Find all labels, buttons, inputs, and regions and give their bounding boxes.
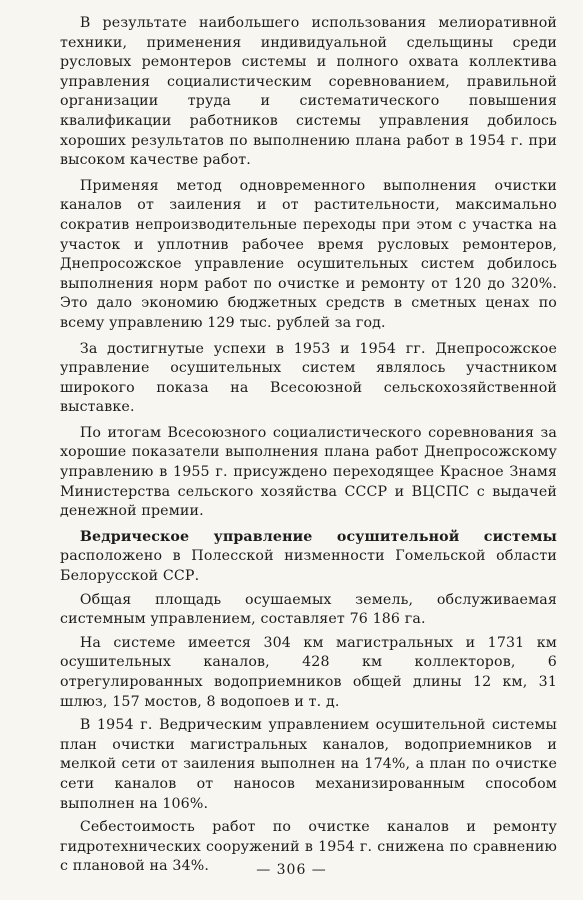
paragraph-9: Себестоимость работ по очистке каналов и ремонту гидротехнических сооружений в 1954 г. снижена по сравнению с плановой на 34%. [60,819,557,875]
paragraph-3: За достигнутые успехи в 1953 и 1954 гг. Днепросожское управление осушительных систем являлось участником широкого показа на Всесоюзной сельскохозяйственной выставке. [60,340,557,416]
paragraph-1: В результате наибольшего использования мелиоративной техники, применения индивидуальной сдельщины среди русловых ремонтеров системы и полного охвата коллектива управления социалистическим соревнованием, правильной организации труда и систематического повышения квалификации работников системы управления добилось хороших результатов по выполнению плана работ в 1954 г. при высоком качестве работ. [60,15,557,169]
paragraph-5: Ведрическое управление осушительной системы расположено в Полесской низменности Гомельской области Белорусской ССР. [60,528,557,585]
page-number: — 306 — [256,862,327,878]
paragraph-6: Общая площадь осушаемых земель, обслуживаемая системным управлением, составляет 76 186 га. [60,591,557,628]
paragraph-2: Применяя метод одновременного выполнения очистки каналов от заиления и от растительности, максимально сократив непроизводительные переходы при этом с участка на участок и уплотнив рабочее время русловых ремонтеров, Днепросожское управление осушительных систем добилось выполнения норм работ по очистке и ремонту от 120 до 320%. Это дало экономию бюджетных средств в сметных ценах по всему управлению 129 тыс. рублей за год. [60,177,557,331]
paragraph-7: На системе имеется 304 км магистральных и 1731 км осушительных каналов, 428 км коллекторов, 6 отрегулированных водоприемников общей длины 12 км, 31 шлюз, 157 мостов, 8 водопоев и т. д. [60,634,557,710]
paragraph-4: По итогам Всесоюзного социалистического соревнования за хорошие показатели выполнения плана работ Днепросожскому управлению в 1955 г. присуждено переходящее Красное Знамя Министерства сельского хозяйства СССР и ВЦСПС с выдачей денежной премии. [60,424,557,520]
section-heading: Ведрическое управление осушительной системы [79,528,557,545]
paragraph-8: В 1954 г. Ведрическим управлением осушительной системы план очистки магистральных каналов, водоприемников и мелкой сети от заиления выполнен на 174%, а план по очистке сети каналов от наносов механизированным способом выполнен на 106%. [60,717,557,812]
